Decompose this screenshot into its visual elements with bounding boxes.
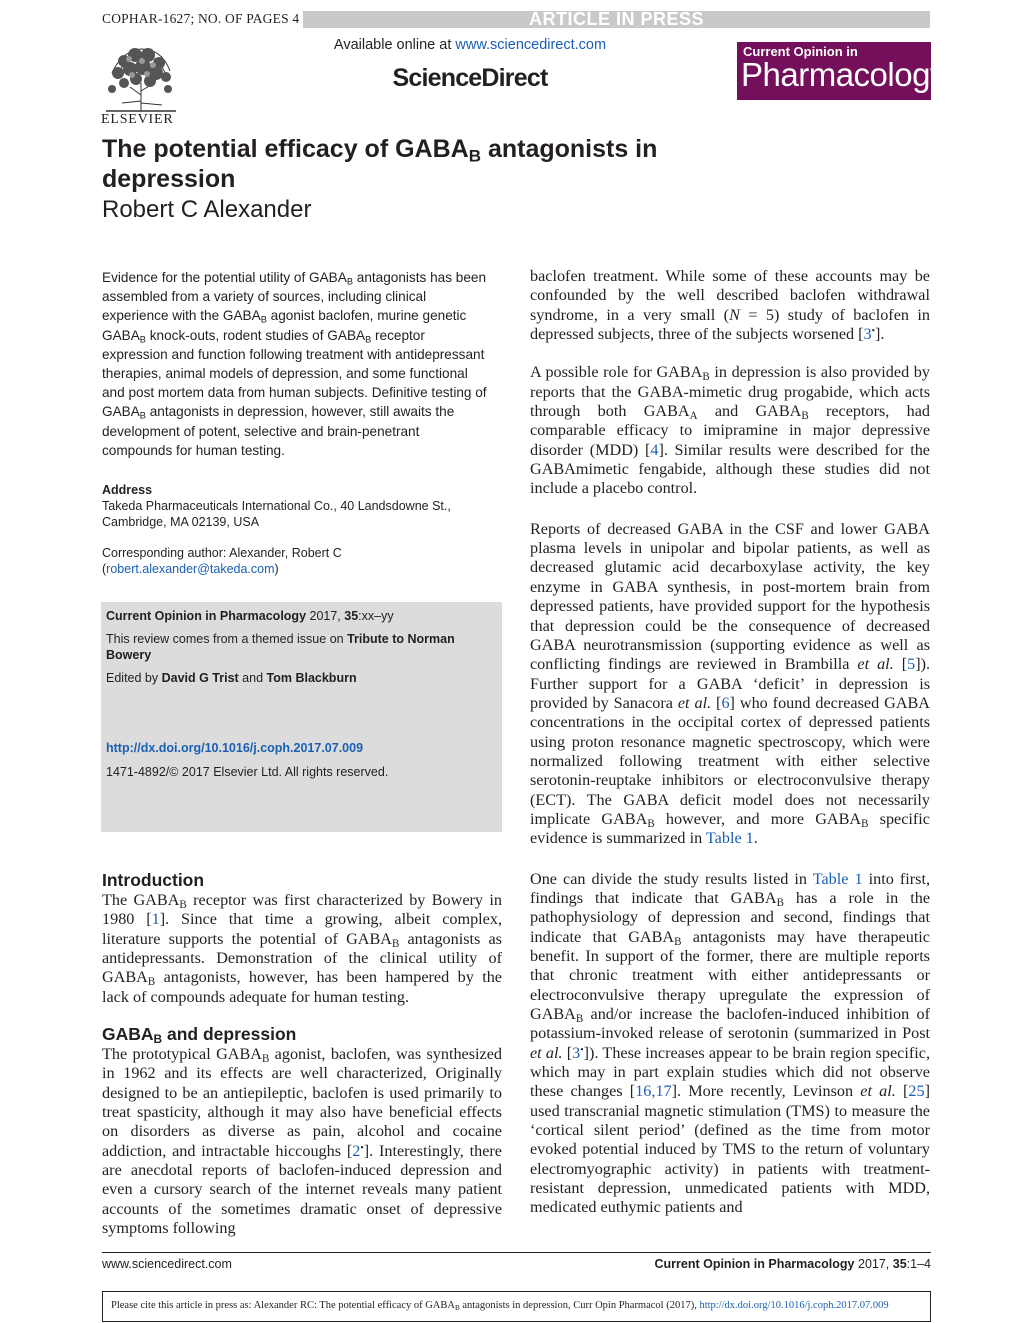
copyright: 1471-4892/© 2017 Elsevier Ltd. All rights reserved. bbox=[106, 765, 389, 779]
gaba-depression-text: The prototypical $GABA_B$ agonist, baclofen, was synthesized in 1962 and its effects are well characterized, Originally designed to be an antiepileptic, baclofen is used primarily to treat spasticity, although it may also have beneficial effects on disorders as diverse as pain, alcohol and cocaine addiction, and intractable hiccoughs [2•]. Interestingly, there are anecdotal reports of baclofen-induced depression and even a cursory search of the internet reveals many patient accounts of the sometimes dramatic onset of depressive symptoms following bbox=[102, 1045, 502, 1238]
subscript: B bbox=[139, 410, 146, 421]
italic-text: et al. bbox=[860, 1082, 896, 1101]
editors: Edited by David G Trist and Tom Blackburn bbox=[106, 671, 357, 685]
subscript: B bbox=[346, 276, 353, 287]
subscript: B bbox=[702, 371, 710, 384]
elsevier-wordmark: ELSEVIER bbox=[101, 112, 174, 127]
elsevier-tree-logo-icon bbox=[102, 43, 180, 113]
subscript: B bbox=[776, 896, 784, 909]
subscript: B bbox=[674, 935, 682, 948]
superscript: • bbox=[871, 325, 876, 337]
article-info-box bbox=[101, 602, 502, 832]
sciencedirect-wordmark: ScienceDirect bbox=[392, 64, 548, 92]
paragraph: One can divide the study results listed in Table 1 into first, findings that indicate that $GABA_B$ has a role in the pathophysiology of depression and second, findings that indicate that $GABA_B$ antagonists may have therapeutic benefit. In support of the former, there are multiple reports that chronic treatment with either antidepressants or electroconvulsive therapy upregulate the expression of $GABA_B$ and/or increase the baclofen-induced inhibition of potassium-invoked release of serotonin (summarized in Post et al. [3•]). These increases appear to be brain region specific, which may in part explain studies which did not observe these changes [16,17]. More recently, Levinson et al. [25] used transcranial magnetic stimulation (TMS) to measure the ‘cortical silent period’ (defined as the time from motor evoked potential induced by TMS to the return of voluntary electromyographic activity) in patients with treatment-resistant depression, unmedicated patients with MDD, medicated euthymic patients and bbox=[530, 869, 931, 1217]
citation-doi-link[interactable]: http://dx.doi.org/10.1016/j.coph.2017.07.009 bbox=[699, 1300, 889, 1311]
address-block bbox=[102, 482, 487, 530]
subscript: B bbox=[861, 817, 869, 830]
corresponding-author: Corresponding author: Alexander, Robert C (robert.alexander@takeda.com) bbox=[102, 546, 342, 576]
paragraph: baclofen treatment. While some of these accounts may be confounded by the well described baclofen withdrawal syndrome, in a very small (N = 5) study of baclofen in depressed subjects, three of the subjects worsened [3•]. bbox=[530, 267, 930, 344]
journal-logo bbox=[737, 42, 946, 100]
footer-rule bbox=[102, 1252, 931, 1253]
abstract: Evidence for the potential utility of $GABA_B$ antagonists has been assembled from a variety of sources, including clinical experience with the $GABA_B$ agonist baclofen, murine genetic $GABA_B$ knock-outs, rodent studies of $GABA_B$ receptor expression and function following treatment with antidepressant therapies, animal models of depression, and some functional and post mortem data from human subjects. Definitive testing of $GABA_B$ antagonists in depression, however, still awaits the development of potent, selective and brain-penetrant compounds for human testing. bbox=[102, 270, 487, 458]
address-line-2: Cambridge, MA 02139, USA bbox=[102, 515, 260, 529]
introduction-heading: Introduction bbox=[102, 870, 205, 890]
reference-link[interactable]: 5 bbox=[907, 655, 916, 674]
subscript: B bbox=[391, 937, 400, 950]
right-column bbox=[530, 267, 930, 1218]
reference-link[interactable]: 2 bbox=[352, 1141, 361, 1160]
footer-website: www.sciencedirect.com bbox=[102, 1257, 232, 1271]
left-column bbox=[102, 870, 502, 1239]
doi-link[interactable]: http://dx.doi.org/10.1016/j.coph.2017.07.009 bbox=[106, 741, 364, 755]
subscript: B bbox=[261, 1052, 270, 1065]
reference-link[interactable]: Table 1 bbox=[812, 869, 863, 888]
journal-citation: Current Opinion in Pharmacology 2017, 35:xx–yy bbox=[106, 609, 394, 623]
themed-issue: This review comes from a themed issue on Tribute to Norman Bowery bbox=[106, 632, 455, 662]
manuscript-code: COPHAR-1627; NO. OF PAGES 4 bbox=[102, 11, 300, 26]
subscript: B bbox=[365, 333, 372, 344]
reference-link[interactable]: Table 1 bbox=[705, 829, 754, 848]
subscript: B bbox=[147, 976, 156, 989]
journal-logo-top: Current Opinion in bbox=[743, 44, 858, 59]
citation-text: Please cite this article in press as: Alexander RC: The potential efficacy of $GABA_B$ antagonists in depression, Curr Opin Pharmacol (2017), http://dx.doi.org/10.1016/j.coph.2017.07.009 bbox=[111, 1300, 889, 1312]
subscript: B bbox=[575, 1012, 584, 1025]
reference-link[interactable]: 3 bbox=[572, 1043, 581, 1062]
citation-box bbox=[102, 1291, 931, 1322]
paragraph: A possible role for $GABA_B$ in depression is also provided by reports that the GABA-mimetic drug progabide, which acts through both $GABA_A$ and $GABA_B$ receptors, had comparable efficacy to imipramine in major depressive disorder (MDD) [4]. Similar results were described for the GABAmimetic fengabide, although these studies did not include a placebo control. bbox=[530, 363, 930, 498]
subscript: B bbox=[179, 898, 187, 911]
superscript: • bbox=[360, 1142, 364, 1154]
subscript: B bbox=[260, 314, 267, 325]
address-label: Address bbox=[102, 483, 153, 497]
reference-link[interactable]: 6 bbox=[721, 693, 730, 712]
italic-text: N bbox=[729, 305, 740, 324]
italic-text: et al. bbox=[677, 693, 712, 712]
article-in-press-label: ARTICLE IN PRESS bbox=[528, 9, 705, 29]
reference-link[interactable]: 16,17 bbox=[635, 1082, 672, 1101]
reference-link[interactable]: 25 bbox=[908, 1082, 925, 1101]
reference-link[interactable]: 4 bbox=[650, 440, 659, 459]
footer-journal: Current Opinion in Pharmacology 2017, 35:1–4 bbox=[654, 1257, 931, 1271]
subscript: B bbox=[139, 333, 146, 344]
sciencedirect-link[interactable]: www.sciencedirect.com bbox=[455, 37, 607, 53]
available-online: Available online at www.sciencedirect.com bbox=[333, 37, 607, 53]
reference-link[interactable]: 3 bbox=[863, 325, 872, 344]
journal-logo-main: Pharmacology bbox=[741, 56, 946, 93]
italic-text: et al. bbox=[530, 1043, 563, 1062]
subscript: B bbox=[647, 817, 655, 830]
italic-text: et al. bbox=[857, 655, 894, 674]
subscript: B bbox=[801, 409, 809, 422]
address-line-1: Takeda Pharmaceuticals International Co., 40 Landsdowne St., bbox=[102, 499, 451, 513]
article-title: The potential efficacy of $GABA_B$ antagonists in depression bbox=[102, 135, 658, 193]
doi bbox=[106, 740, 496, 756]
author-email-link[interactable]: robert.alexander@takeda.com bbox=[106, 562, 275, 576]
reference-link[interactable]: 1 bbox=[151, 910, 160, 929]
subscript: A bbox=[689, 409, 698, 422]
superscript: • bbox=[580, 1044, 584, 1056]
introduction-text: The $GABA_B$ receptor was first characterized by Bowery in 1980 [1]. Since that time a growing, albeit complex, literature supports the potential of $GABA_B$ antagonists as antidepressants. Demonstration of the clinical utility of $GABA_B$ antagonists, however, has been hampered by the lack of compounds adequate for human testing. bbox=[102, 891, 503, 1006]
gaba-depression-heading: $GABA_B$ and depression bbox=[102, 1024, 297, 1047]
author-name: Robert C Alexander bbox=[102, 196, 312, 223]
paragraph: Reports of decreased GABA in the CSF and lower GABA plasma levels in unipolar and bipolar patients, as well as decreased glutamic acid decarboxylase activity, the key enzyme in GABA synthesis, in post-mortem brain from depressed patients, have provided support for the hypothesis that depression could be the consequence of decreased GABA neurotransmission (supporting evidence as well as conflicting findings are reviewed in Brambilla et al. [5]). Further support for a GABA ‘deficit’ in depression is provided by Sanacora et al. [6] who found decreased GABA concentrations in the occipital cortex of depressed patients using proton resonance magnetic spectroscopy, which were normalized following treatment with either selective serotonin-reuptake inhibitors or electroconvulsive therapy (ECT). The GABA deficit model does not necessarily implicate $GABA_B$ however, and more $GABA_B$ specific evidence is summarized in Table 1. bbox=[530, 519, 931, 848]
